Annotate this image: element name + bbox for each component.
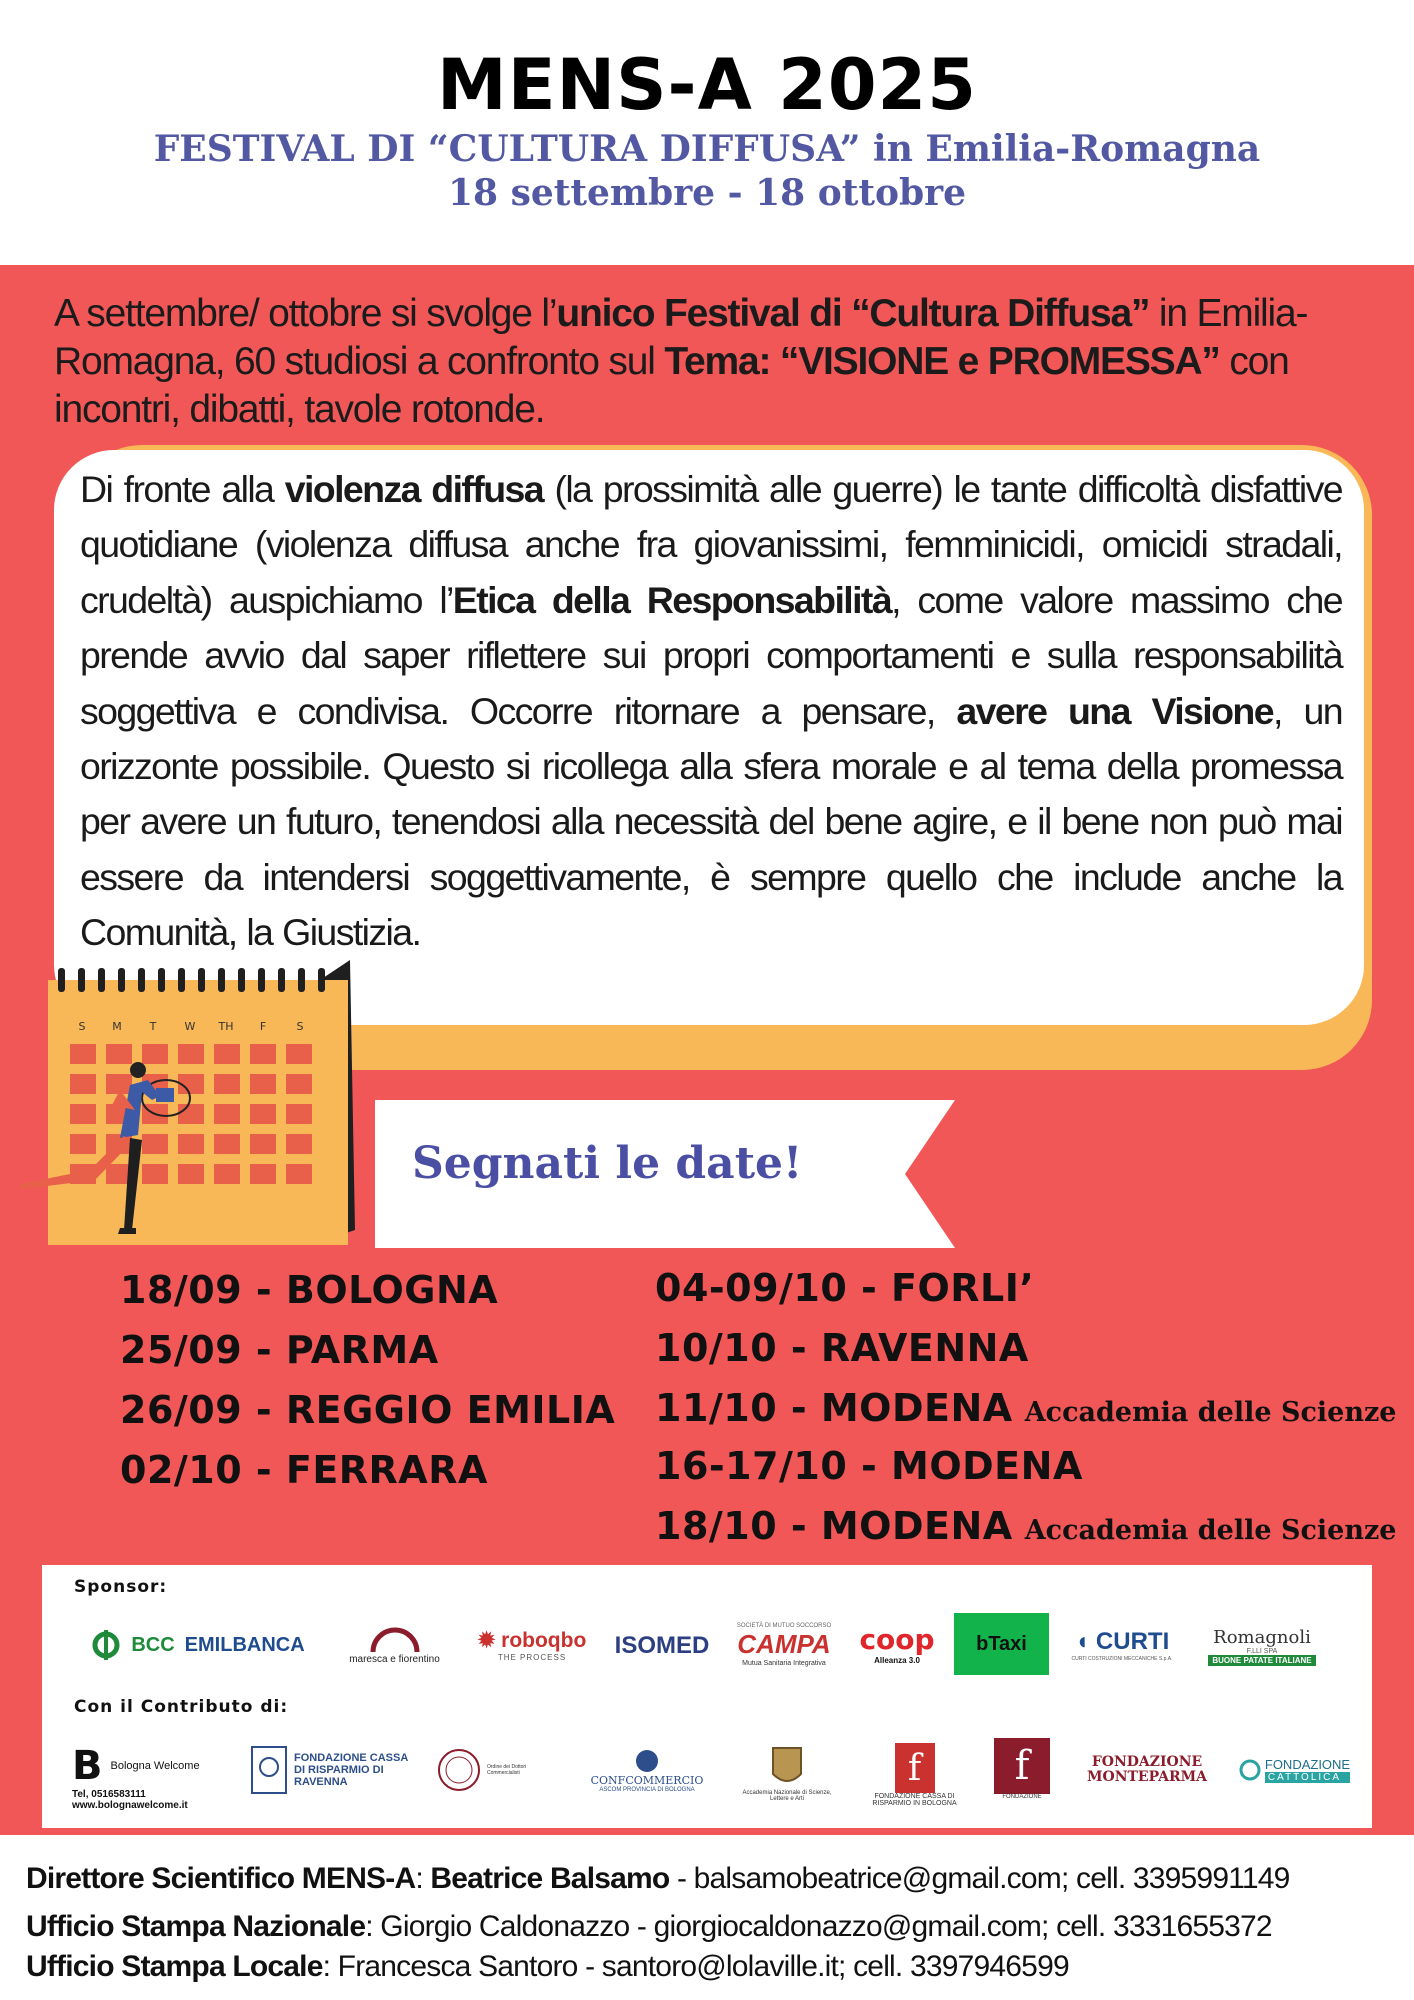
logo-isomed: ISOMED — [614, 1631, 710, 1659]
calendar-day-label: S — [78, 1020, 86, 1033]
logo-confcommercio: CONFCOMMERCIO ASCOM PROVINCIA DI BOLOGNA — [572, 1735, 722, 1805]
logo-btaxi: bTaxi — [954, 1613, 1049, 1675]
logo-fondazione-cr-bologna: f FONDAZIONE CASSA DI RISPARMIO IN BOLOGNA — [857, 1730, 972, 1820]
calendar-day-label: W — [184, 1020, 196, 1033]
cattolica-icon — [1239, 1759, 1261, 1781]
logo-coop: coop Alleanza 3.0 — [859, 1623, 935, 1665]
logo-ordine-commercialisti: Ordine dei Dottori Commercialisti — [432, 1745, 552, 1795]
page-title: MENS-A 2025 — [437, 44, 977, 126]
festival-subtitle: FESTIVAL DI “CULTURA DIFFUSA” in Emilia-Romagna — [153, 128, 1261, 170]
ravenna-crest-icon — [250, 1745, 288, 1795]
calendar-day-label: TH — [218, 1020, 234, 1033]
logo-bologna-welcome: B Bologna Welcome Tel, 0516583111 www.bolognawelcome.it — [72, 1743, 200, 1811]
logo-campa: SOCIETÀ DI MUTUO SOCCORSO CAMPA Mutua Sanitaria Integrativa — [736, 1623, 832, 1667]
festival-date-range: 18 settembre - 18 ottobre — [447, 172, 967, 214]
logo-fondazione-f: f FONDAZIONE — [982, 1733, 1062, 1805]
event-location-note: Accademia delle Scienze — [1024, 1515, 1397, 1546]
calendar-day-label: S — [296, 1020, 304, 1033]
sponsor-panel — [42, 1565, 1372, 1828]
calendar-day-label: M — [112, 1020, 122, 1033]
sponsor-label: Sponsor: — [74, 1577, 168, 1597]
event-item: 02/10 - FERRARA — [120, 1448, 488, 1492]
logo-accademia-nazionale: Accademia Nazionale di Scienze, Lettere e Arti — [732, 1730, 842, 1815]
accademia-crest-icon — [769, 1744, 805, 1790]
confcommercio-icon — [632, 1748, 662, 1774]
footer-director: Direttore Scientifico MENS-A: Beatrice Balsamo - balsamobeatrice@gmail.com; cell. 3395991149 — [26, 1862, 1290, 1895]
event-item: 18/10 - MODENA Accademia delle Scienze — [655, 1504, 1397, 1548]
event-item: 18/09 - BOLOGNA — [120, 1268, 499, 1312]
logo-bcc-emilbanca: BCC EMILBANCA — [78, 1620, 318, 1670]
event-item: 10/10 - RAVENNA — [655, 1326, 1029, 1370]
event-location-note: Accademia delle Scienze — [1024, 1397, 1397, 1428]
event-item: 16-17/10 - MODENA — [655, 1444, 1083, 1488]
logo-maresca-fiorentino: maresca e fiorentino — [332, 1610, 457, 1680]
calendar-illustration — [20, 960, 400, 1265]
event-item: 26/09 - REGGIO EMILIA — [120, 1388, 616, 1432]
contributors-label: Con il Contributo di: — [74, 1697, 289, 1717]
bcc-icon — [91, 1630, 121, 1660]
logo-curti: ◖ CURTI CURTI COSTRUZIONI MECCANICHE S.p.A. — [1071, 1628, 1173, 1662]
maresca-icon — [370, 1626, 420, 1654]
logo-fondazione-cr-ravenna: FONDAZIONE CASSA DI RISPARMIO DI RAVENNA — [247, 1740, 417, 1800]
event-item: 04-09/10 - FORLI’ — [655, 1266, 1035, 1310]
event-item: 11/10 - MODENA Accademia delle Scienze — [655, 1386, 1397, 1430]
banner-title: Segnati le date! — [412, 1138, 803, 1189]
logo-fondazione-monteparma: FONDAZIONE MONTEPARMA — [1087, 1754, 1207, 1785]
footer-press-national: Ufficio Stampa Nazionale: Giorgio Caldonazzo - giorgiocaldonazzo@gmail.com; cell. 3331655372 — [26, 1910, 1272, 1943]
logo-fondazione-cattolica: FONDAZIONE CATTOLICA — [1227, 1750, 1362, 1790]
calendar-day-label: T — [149, 1020, 157, 1033]
calendar-day-label: F — [259, 1020, 267, 1033]
event-item: 25/09 - PARMA — [120, 1328, 439, 1372]
logo-romagnoli: Romagnoli F.LLI SPA BUONE PATATE ITALIANE — [1192, 1615, 1332, 1677]
main-description: Di fronte alla violenza diffusa (la prossimità alle guerre) le tante difficoltà disfattive quotidiane (violenza diffusa anche fra giovanissimi, femminicidi, omicidi stradali, crudeltà) auspichiamo l’Etica della Responsabilità, come valore massimo che prende avvio dal saper riflettere sui propri comportamenti e sulla responsabilità soggettiva e condivisa. Occorre ritornare a pensare, avere una Visione, un orizzonte possibile. Questo si ricollega alla sfera morale e al tema della promessa per avere un futuro, tenendosi alla necessità del bene agire, e il bene non può mai essere da intendersi soggettivamente, è sempre quello che include anche la Comunità, la Giustizia. — [80, 468, 1342, 954]
logo-roboqbo: ✹ roboqbo THE PROCESS — [477, 1629, 587, 1662]
footer-press-local: Ufficio Stampa Locale: Francesca Santoro - santoro@lolaville.it; cell. 3397946599 — [26, 1950, 1069, 1983]
intro-paragraph: A settembre/ ottobre si svolge l’unico Festival di “Cultura Diffusa” in Emilia-Romagna, 60 studiosi a confronto sul Tema: “VISIONE e PROMESSA” con incontri, dibatti, tavole rotonde. — [54, 292, 1308, 431]
ordine-seal-icon — [437, 1748, 481, 1792]
